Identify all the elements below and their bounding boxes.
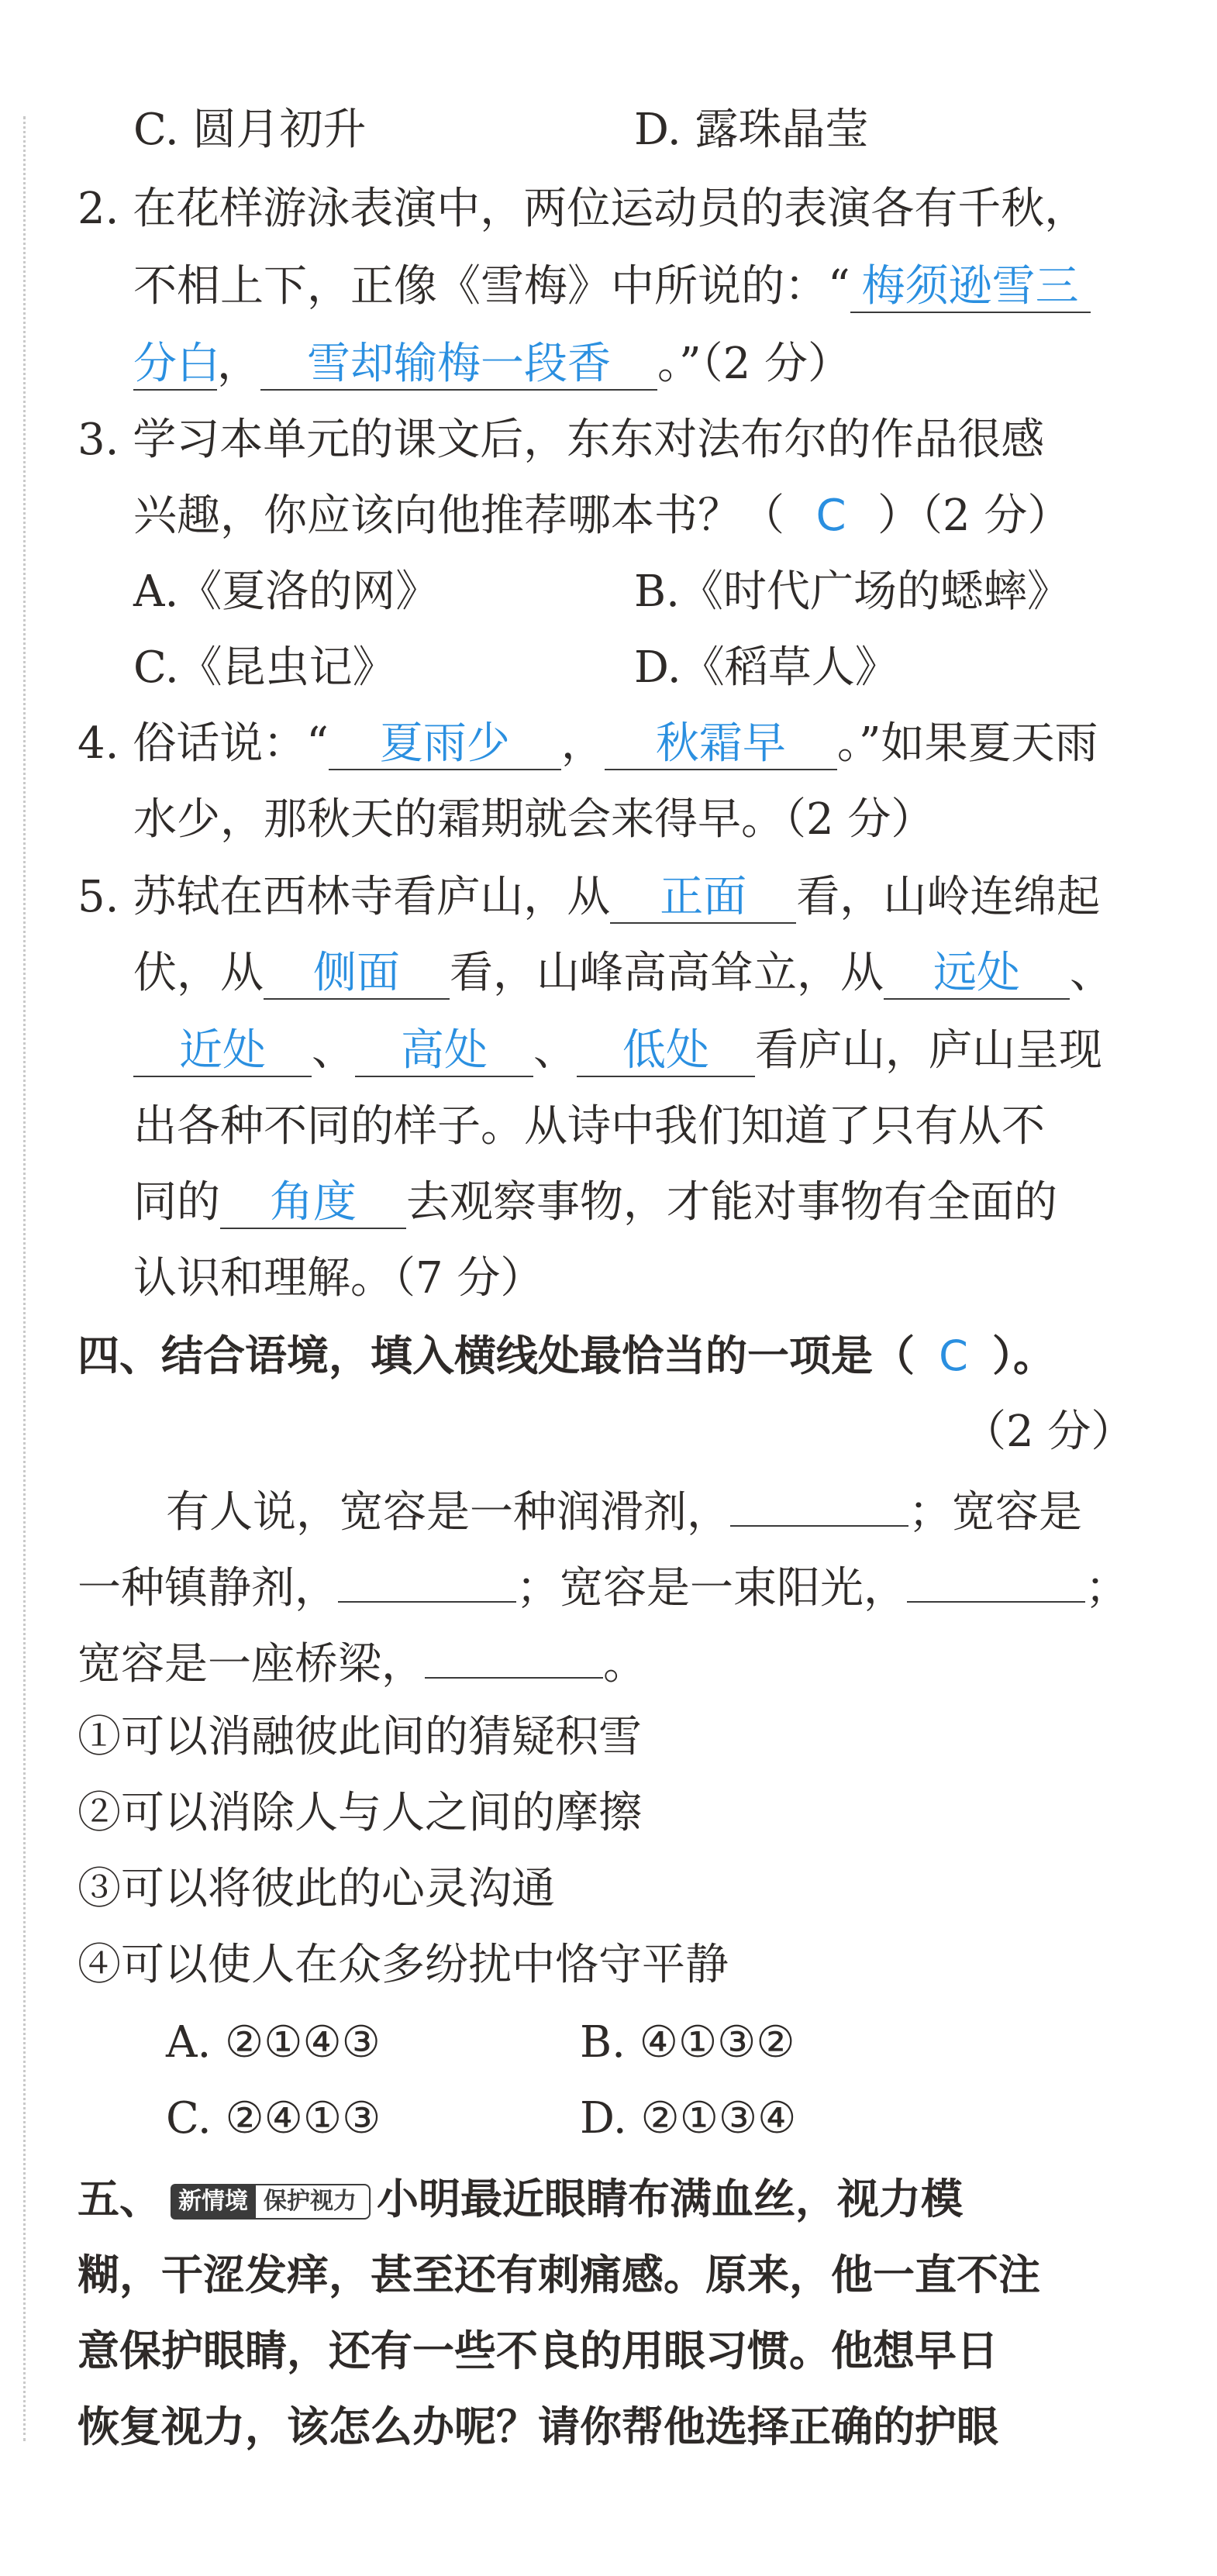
q3-line2-prefix: 兴趣，你应该向他推荐哪本书？（ [133,491,784,541]
q2-line3 [133,336,851,392]
q4-comma: ， [560,718,605,769]
q5-sep1: 、 [312,1025,355,1076]
q1-option-c: C. 圆月初升 [133,105,367,155]
new-context-tag [171,2184,371,2220]
q5-answer-low: 低处 [577,1026,755,1077]
q4-prefix: 4. 俗话说：“ [78,718,329,769]
q2-answer1b: 分白 [133,339,220,389]
q2-comma: ， [217,339,260,389]
sec4-statement-4: ④可以使人在众多纷扰中恪守平静 [78,1940,729,1990]
q5-answer-front: 正面 [610,873,796,924]
q3-line1: 3. 学习本单元的课文后，东东对法布尔的作品很感 [78,415,1045,465]
new-context-tag-topic: 保护视力 [256,2184,371,2220]
sec4-answer: C [939,1331,968,1380]
sec4-p3a: 宽容是一座桥梁， [78,1639,425,1689]
q5-answer-near: 近处 [133,1026,312,1077]
sec5-line1 [78,2171,963,2227]
q4-suffix: 。”如果夏天雨 [836,718,1098,769]
sec4-heading-end: ）。 [992,1331,1055,1380]
sec4-para-line1 [166,1482,1082,1541]
q5-line3 [133,1023,1102,1079]
sec5-line3: 意保护眼睛，还有一些不良的用眼习惯。他想早日 [78,2326,998,2375]
sec4-p2b: ；宽容是一束阳光， [516,1563,907,1613]
sec4-option-b: B. ④①③② [580,2017,795,2068]
q5-l2-prefix: 伏，从 [133,948,264,998]
sec5-prefix: 五、 [78,2175,161,2223]
q3-option-c: C.《昆虫记》 [133,642,396,693]
q3-option-b: B.《时代广场的蟋蟀》 [634,567,1070,617]
q5-line2 [133,945,1113,1001]
q5-line6: 认识和理解。（7 分） [133,1253,544,1303]
q2-line2 [133,259,1091,315]
q5-l1-suffix: 看，山岭连绵起 [796,872,1101,922]
q5-answer-far: 远处 [884,949,1070,1000]
sec5-line2: 糊，干涩发痒，甚至还有刺痛感。原来，他一直不注 [78,2251,1040,2299]
q2-line3-suffix: 。”（2 分） [657,339,852,389]
q3-option-a: A.《夏洛的网》 [133,567,440,617]
sec4-blank2 [338,1558,516,1603]
sec4-p1a: 有人说，宽容是一种润滑剂， [166,1487,730,1538]
q5-line5 [133,1175,1057,1231]
q2-answer2: 雪却输梅一段香 [260,339,657,391]
q2-line2-prefix: 不相上下，正像《雪梅》中所说的：“ [133,261,850,312]
margin-dotted-rule [23,116,26,2441]
q3-answer: C [815,491,846,541]
q5-answer-high: 高处 [355,1026,533,1077]
sec4-p3b: 。 [603,1639,646,1689]
q3-line2 [133,488,1070,544]
sec4-option-c: C. ②④①③ [166,2093,381,2144]
sec4-statement-2: ②可以消除人与人之间的摩擦 [78,1788,642,1838]
sec4-option-d: D. ②①③④ [580,2093,797,2144]
sec4-score: （2 分） [963,1407,1135,1457]
q5-l2-mid: 看，山峰高高耸立，从 [450,948,884,998]
q5-line4: 出各种不同的样子。从诗中我们知道了只有从不 [133,1101,1045,1152]
q2-line1: 2. 在花样游泳表演中，两位运动员的表演各有千秋， [78,184,1088,234]
sec4-para-line2 [78,1558,1129,1617]
q4-answer2: 秋霜早 [605,719,837,770]
q1-option-d: D. 露珠晶莹 [634,105,869,155]
q2-answer1a: 梅须逊雪三 [850,262,1091,313]
q3-line2-suffix: ）（2 分） [877,491,1071,541]
q5-l2-suffix: 、 [1070,948,1113,998]
sec4-heading-text: 四、结合语境，填入横线处最恰当的一项是（ [78,1331,915,1380]
sec4-blank3 [907,1558,1085,1603]
q4-line1 [78,716,1098,772]
sec4-blank1 [730,1482,908,1527]
q5-answer-side: 侧面 [264,949,450,1000]
sec4-option-a: A. ②①④③ [166,2017,381,2068]
sec4-statement-1: ①可以消融彼此间的猜疑积雪 [78,1712,642,1762]
q5-l5-prefix: 同的 [133,1177,220,1228]
sec4-para-line3 [78,1634,646,1693]
sec4-heading [78,1328,1055,1384]
sec4-statement-3: ③可以将彼此的心灵沟通 [78,1864,555,1914]
new-context-tag-label: 新情境 [171,2184,256,2220]
sec5-line1-text: 小明最近眼睛布满血丝，视力模 [377,2175,963,2223]
sec4-p1b: ；宽容是 [908,1487,1082,1538]
q5-l3-suffix: 看庐山，庐山呈现 [755,1025,1102,1076]
q4-line2: 水少，那秋天的霜期就会来得早。（2 分） [133,794,935,845]
sec4-blank4 [425,1634,603,1679]
q4-answer1: 夏雨少 [329,719,561,770]
q5-line1 [78,870,1100,925]
q5-answer-angle: 角度 [220,1178,406,1229]
q5-l1-prefix: 5. 苏轼在西林寺看庐山，从 [78,872,611,922]
q3-option-d: D.《稻草人》 [634,642,898,693]
q5-l5-suffix: 去观察事物，才能对事物有全面的 [406,1177,1057,1228]
sec4-p2c: ； [1085,1563,1129,1613]
sec5-line4: 恢复视力，该怎么办呢？请你帮他选择正确的护眼 [78,2402,998,2451]
q5-sep2: 、 [533,1025,577,1076]
sec4-p2a: 一种镇静剂， [78,1563,338,1613]
